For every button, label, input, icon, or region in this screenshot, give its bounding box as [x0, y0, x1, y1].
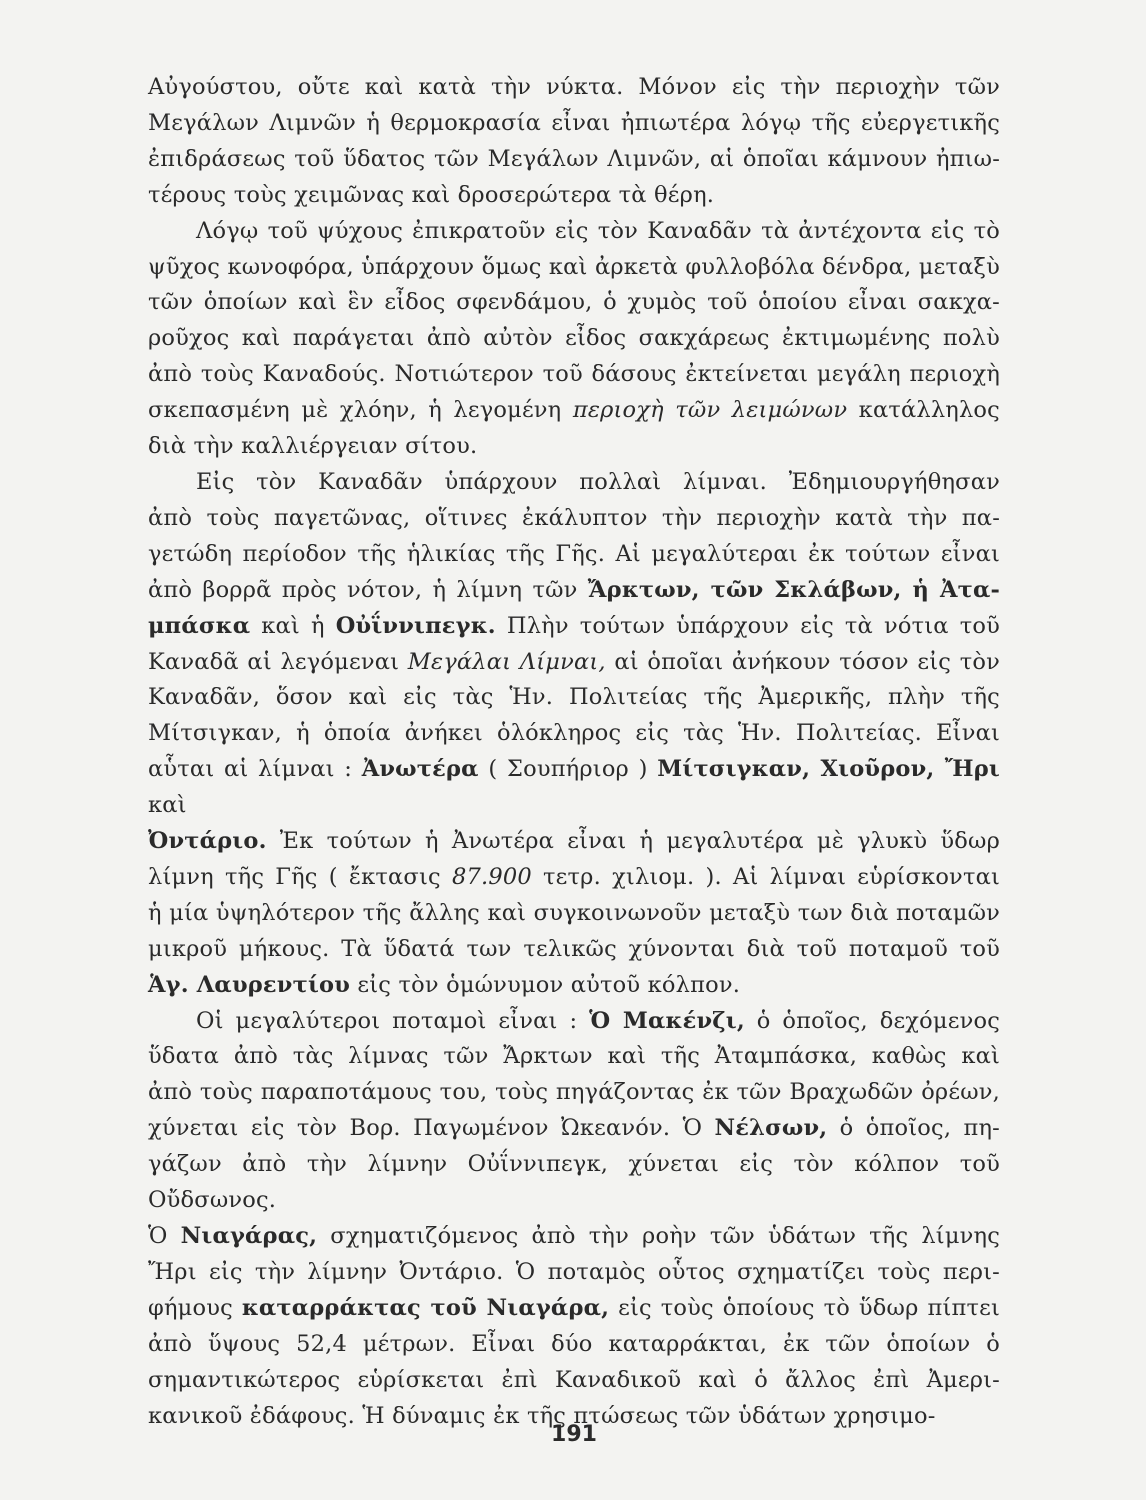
paragraph — [148, 70, 1000, 214]
text-line — [148, 1255, 1000, 1291]
text-run: εἰς τοὺς ὁποίους τὸ ὕδωρ πίπτει — [609, 1294, 1000, 1321]
text-run: ὕδατα ἀπὸ τὰς λίμνας τῶν Ἄρκτων καὶ τῆς Ἀταμπάσκα, καθὼς καὶ — [148, 1043, 1000, 1070]
text-run: Οἱ μεγαλύτεροι ποταμοὶ εἶναι : — [196, 1007, 590, 1034]
text-line — [148, 357, 1000, 393]
text-line — [148, 573, 1000, 609]
text-line — [148, 609, 1000, 645]
paragraph — [148, 214, 1000, 465]
text-line — [148, 1004, 1000, 1040]
text-run: τέρους τοὺς χειμῶνας καὶ δροσερώτερα τὰ θέρη. — [148, 181, 715, 208]
text-run: κατάλληλος — [847, 397, 1000, 424]
text-line — [148, 1363, 1000, 1399]
text-run: Λόγῳ τοῦ ψύχους ἐπικρατοῦν εἰς τὸν Καναδᾶν τὰ ἀντέχοντα εἰς τὸ — [196, 217, 1000, 244]
text-line — [148, 465, 1000, 501]
text-line — [148, 1291, 1000, 1327]
text-run: κανικοῦ ἐδάφους. Ἡ δύναμις ἐκ τῆς πτώσεως τῶν ὑδάτων χρησιμο- — [148, 1402, 936, 1429]
text-line — [148, 824, 1000, 860]
bold-term: Νιαγάρας, — [180, 1223, 318, 1249]
text-run: Μίτσιγκαν, ἡ ὁποία ἀνήκει ὁλόκληρος εἰς τὰς Ἡν. Πολιτείας. Εἶναι — [148, 720, 1000, 747]
text-run: Ὁ — [148, 1223, 181, 1249]
text-run: Πλὴν τούτων ὑπάρχουν εἰς τὰ νότια τοῦ — [495, 612, 1000, 639]
italic-term: περιοχὴ τῶν λειμώνων — [572, 397, 848, 424]
text-line — [148, 752, 1000, 824]
text-line — [148, 214, 1000, 250]
text-line — [148, 968, 1000, 1004]
text-line — [148, 1147, 1000, 1219]
text-line — [148, 178, 1000, 214]
text-run: γετώδη περίοδον τῆς ἡλικίας τῆς Γῆς. Αἱ μεγαλύτεραι ἐκ τούτων εἶναι — [148, 540, 1000, 567]
book-page — [148, 70, 1001, 1447]
text-line — [148, 1219, 1000, 1255]
text-line — [148, 285, 1000, 321]
bold-term: μπάσκα — [148, 612, 251, 639]
text-run: ὁ ὁποῖος, δεχόμενος — [744, 1007, 1000, 1034]
text-line — [148, 896, 1000, 932]
bold-term: Ἀνωτέρα — [361, 756, 479, 783]
bold-term: Οὐΐννιπεγκ. — [335, 612, 496, 639]
text-run: χύνεται εἰς τὸν Βορ. Παγωμένον Ὠκεανόν. Ὁ — [148, 1115, 715, 1142]
text-run: Ἐκ τούτων ἡ Ἀνωτέρα εἶναι ἡ μεγαλυτέρα μὲ γλυκὺ ὕδωρ — [266, 828, 1000, 855]
bold-term: Νέλσων, — [714, 1115, 828, 1142]
text-run: διὰ τὴν καλλιέργειαν σίτου. — [148, 433, 478, 460]
text-body — [148, 70, 1000, 1434]
bold-term: καταρράκτας τοῦ Νιαγάρα, — [241, 1294, 610, 1321]
text-line — [148, 429, 1000, 465]
text-run: σχηματιζόμενος ἀπὸ τὴν ροὴν τῶν ὑδάτων τῆς λίμνης — [317, 1223, 1001, 1249]
text-line — [148, 932, 1000, 968]
text-line — [148, 680, 1000, 716]
bold-term: Μίτσιγκαν, Χιοῦρον, Ἤρι — [657, 756, 1001, 783]
text-run: καὶ — [148, 792, 187, 819]
text-line — [148, 1039, 1000, 1075]
italic-term: 87.900 — [451, 863, 532, 890]
text-line — [148, 537, 1000, 573]
italic-term: Μεγάλαι Λίμναι, — [407, 648, 606, 675]
paragraph — [148, 1004, 1000, 1435]
text-run: τετρ. χιλιομ. ). Αἱ λίμναι εὑρίσκονται — [531, 863, 1001, 890]
text-line — [148, 1075, 1000, 1111]
text-line — [148, 70, 1000, 106]
page-number: 191 — [551, 1422, 597, 1447]
text-run: ἀπὸ τοὺς Καναδούς. Νοτιώτερον τοῦ δάσους ἐκτείνεται μεγάλη περιοχὴ — [148, 361, 1000, 388]
text-line — [148, 142, 1000, 178]
text-line — [148, 716, 1000, 752]
text-run: λίμνη τῆς Γῆς ( ἔκτασις — [148, 863, 452, 890]
text-run: Ἤρι εἰς τὴν λίμνην Ὀντάριο. Ὁ ποταμὸς οὗτος σχηματίζει τοὺς περι- — [148, 1258, 1000, 1285]
text-line — [148, 501, 1000, 537]
text-run: Αὐγούστου, οὔτε καὶ κατὰ τὴν νύκτα. Μόνον εἰς τὴν περιοχὴν τῶν — [148, 74, 1000, 100]
text-line — [148, 321, 1000, 357]
text-run: γάζων ἀπὸ τὴν λίμνην Οὐΐννιπεγκ, χύνεται εἰς τὸν κόλπον τοῦ Οὔδσωνος. — [148, 1151, 1000, 1214]
bold-term: Ὁ Μακένζι, — [589, 1007, 745, 1034]
text-run: σημαντικώτερος εὑρίσκεται ἐπὶ Καναδικοῦ καὶ ὁ ἄλλος ἐπὶ Ἀμερι- — [148, 1366, 1000, 1393]
text-run: Μεγάλων Λιμνῶν ἡ θερμοκρασία εἶναι ἠπιωτέρα λόγῳ τῆς εὐεργετικῆς — [148, 109, 1000, 136]
text-run: ( Σουπήριορ ) — [478, 756, 658, 783]
text-run: αὗται αἱ λίμναι : — [148, 756, 362, 783]
text-run: σκεπασμένη μὲ χλόην, ἡ λεγομένη — [148, 397, 573, 424]
text-line — [148, 250, 1000, 286]
text-run: Καναδᾶν, ὅσον καὶ εἰς τὰς Ἡν. Πολιτείας τῆς Ἀμερικῆς, πλὴν τῆς — [148, 684, 1000, 711]
text-run: μικροῦ μήκους. Τὰ ὕδατά των τελικῶς χύνονται διὰ τοῦ ποταμοῦ τοῦ — [148, 935, 1000, 962]
text-run: τῶν ὁποίων καὶ ἓν εἶδος σφενδάμου, ὁ χυμὸς τοῦ ὁποίου εἶναι σακχα- — [148, 289, 1000, 316]
text-line — [148, 645, 1000, 681]
text-run: ροῦχος καὶ παράγεται ἀπὸ αὐτὸν εἶδος σακχάρεως ἐκτιμωμένης πολὺ — [148, 325, 1000, 352]
text-line — [148, 106, 1000, 142]
bold-term: Ἄρκτων, τῶν Σκλάβων, ἡ Ἀτα- — [587, 576, 1001, 603]
text-run: εἰς τὸν ὁμώνυμον αὐτοῦ κόλπον. — [350, 971, 741, 998]
text-run: ὁ ὁποῖος, πη- — [827, 1115, 1000, 1142]
text-run: Εἰς τὸν Καναδᾶν ὑπάρχουν πολλαὶ λίμναι. Ἐδημιουργήθησαν — [196, 468, 1000, 495]
paragraph — [148, 465, 1000, 1004]
text-line — [148, 860, 1000, 896]
text-run: Καναδᾶ αἱ λεγόμεναι — [148, 648, 408, 675]
text-run: ἀπὸ τοὺς παραποτάμους του, τοὺς πηγάζοντας ἐκ τῶν Βραχωδῶν ὀρέων, — [148, 1079, 1000, 1106]
text-line — [148, 1111, 1000, 1147]
text-line — [148, 1327, 1000, 1363]
bold-term: Ὀντάριο. — [148, 828, 267, 855]
text-run: ἐπιδράσεως τοῦ ὕδατος τῶν Μεγάλων Λιμνῶν, αἱ ὁποῖαι κάμνουν ἠπιω- — [148, 145, 1000, 172]
text-run: ἀπὸ τοὺς παγετῶνας, οἵτινες ἐκάλυπτον τὴν περιοχὴν κατὰ τὴν πα- — [148, 504, 1000, 531]
text-run: ἡ μία ὑψηλότερον τῆς ἄλλης καὶ συγκοινωνοῦν μεταξὺ των διὰ ποταμῶν — [148, 899, 1000, 926]
text-run: αἱ ὁποῖαι ἀνήκουν τόσον εἰς τὸν — [605, 648, 1000, 675]
text-run: φήμους — [148, 1294, 242, 1321]
text-run: ἀπὸ ὕψους 52,4 μέτρων. Εἶναι δύο καταρράκται, ἐκ τῶν ὁποίων ὁ — [148, 1330, 1000, 1357]
text-run: ἀπὸ βορρᾶ πρὸς νότον, ἡ λίμνη τῶν — [148, 576, 588, 603]
text-run: ψῦχος κωνοφόρα, ὑπάρχουν ὅμως καὶ ἀρκετὰ φυλλοβόλα δένδρα, μεταξὺ — [148, 253, 1000, 280]
text-run: καὶ ἡ — [250, 612, 336, 639]
bold-term: Ἁγ. Λαυρεντίου — [148, 971, 351, 998]
text-line — [148, 393, 1000, 429]
